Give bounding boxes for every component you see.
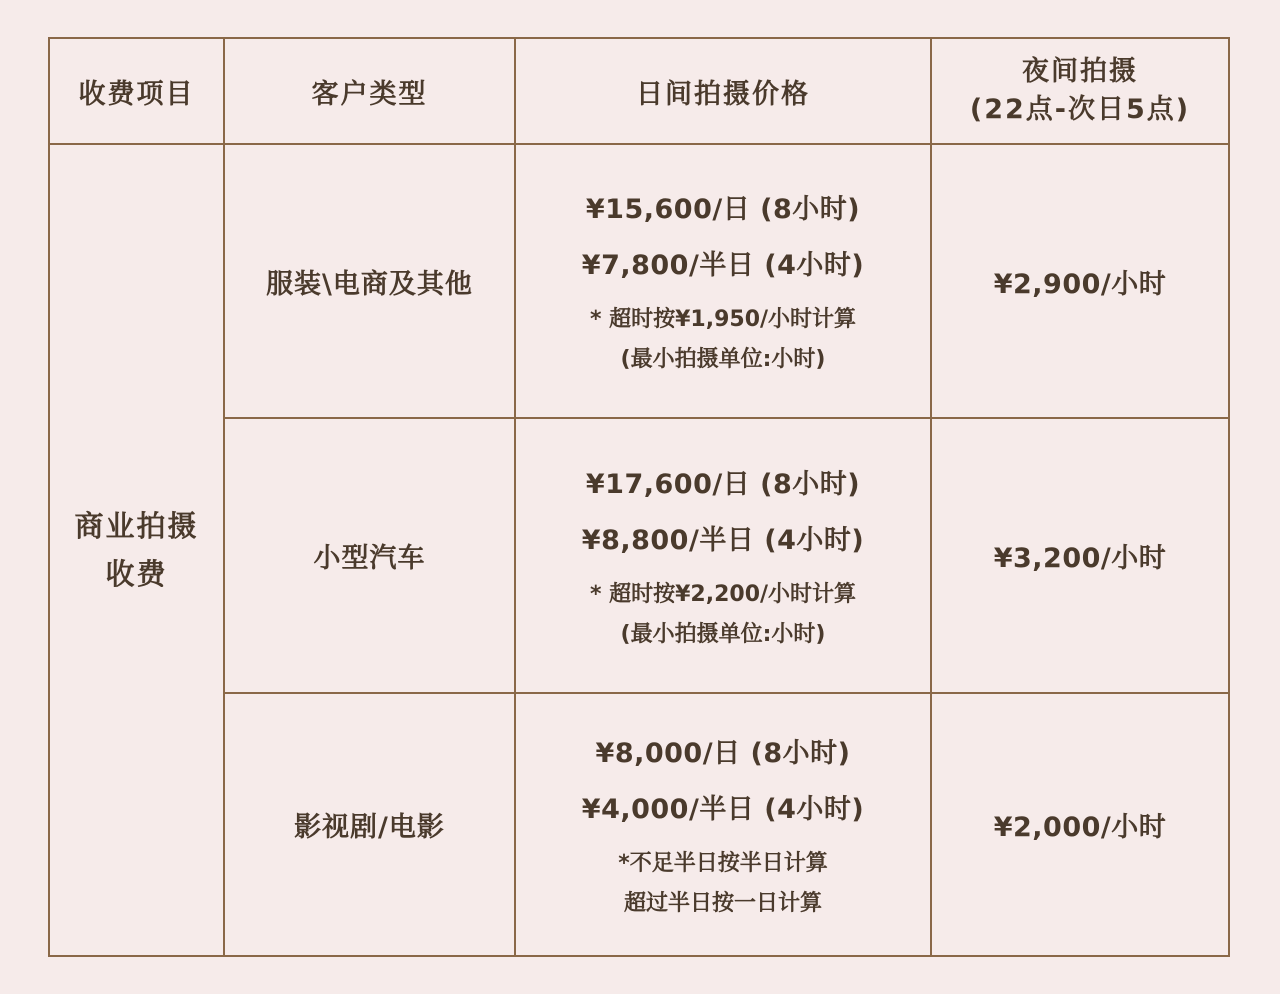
note-line-2: (最小拍摄单位:小时): [620, 347, 826, 372]
half-day-price: ¥7,800/半日 (4小时): [581, 250, 865, 281]
customer-type-cell: 服装\电商及其他: [224, 144, 515, 418]
full-day-price: ¥17,600/日 (8小时): [585, 468, 861, 500]
night-price-cell: ¥3,200/小时: [931, 418, 1229, 693]
table-row: [49, 693, 1229, 956]
price-note: [516, 844, 930, 924]
table-row: [49, 144, 1229, 418]
customer-type-cell: 影视剧/电影: [224, 693, 515, 956]
price-note: [516, 575, 930, 655]
full-day-price: ¥8,000/日 (8小时): [595, 737, 851, 769]
category-label-line2: 收费: [105, 557, 168, 591]
note-line-2: (最小拍摄单位:小时): [620, 621, 826, 647]
night-price-cell: ¥2,900/小时: [931, 144, 1229, 418]
pricing-table: [48, 37, 1230, 957]
price-note: [516, 300, 930, 380]
category-cell: [49, 144, 224, 956]
header-night-hours: (22点-次日5点): [969, 94, 1191, 125]
note-line-1: * 超时按¥1,950/小时计算: [589, 307, 857, 332]
day-price-cell: [515, 418, 931, 693]
night-price-cell: ¥2,000/小时: [931, 693, 1229, 956]
day-price-cell: [515, 144, 931, 418]
half-day-price: ¥4,000/半日 (4小时): [581, 793, 865, 825]
note-line-1: * 超时按¥2,200/小时计算: [589, 581, 857, 607]
table-header-row: [49, 38, 1229, 144]
half-day-price: ¥8,800/半日 (4小时): [581, 524, 865, 556]
header-item: 收费项目: [49, 38, 224, 144]
day-price-cell: [515, 693, 931, 956]
category-label-line1: 商业拍摄: [74, 509, 199, 543]
table-row: [49, 418, 1229, 693]
note-line-1: *不足半日按半日计算: [618, 850, 828, 876]
full-day-price: ¥15,600/日 (8小时): [585, 194, 861, 225]
header-night-price: [931, 38, 1229, 144]
header-day-price: 日间拍摄价格: [515, 38, 931, 144]
pricing-table-container: [48, 37, 1228, 955]
note-line-2: 超过半日按一日计算: [623, 890, 822, 916]
header-customer-type: 客户类型: [224, 38, 515, 144]
header-night-title: 夜间拍摄: [1022, 56, 1138, 87]
customer-type-cell: 小型汽车: [224, 418, 515, 693]
